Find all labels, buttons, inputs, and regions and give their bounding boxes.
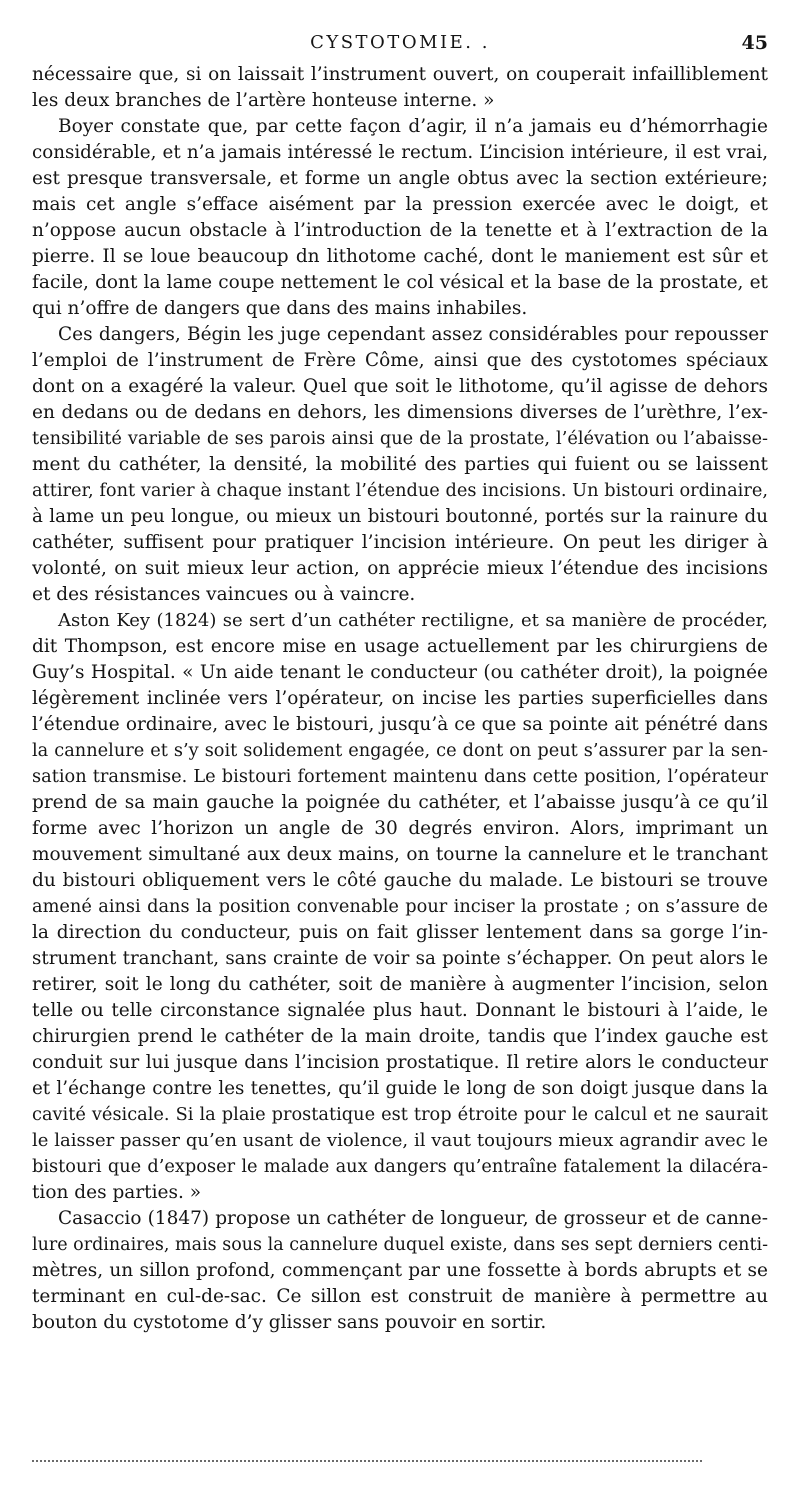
text-line: cathéter, suffisent pour pratiquer l’incision intérieure. On peut les diriger à xyxy=(32,532,768,553)
text-line: en dedans ou de dedans en dehors, les dimensions diverses de l’urèthre, l’ex- xyxy=(32,402,768,423)
footer-dotted-rule xyxy=(32,1460,702,1462)
text-line: ment du cathéter, la densité, la mobilité des parties qui fuient ou se laissent xyxy=(32,454,768,475)
text-line: terminant en cul-de-sac. Ce sillon est construit de manière à permettre au xyxy=(32,1286,768,1307)
text-line: et l’échange contre les tenettes, qu’il guide le long de son doigt jusque dans la xyxy=(32,1078,768,1099)
text-line: nécessaire que, si on laissait l’instrument ouvert, on couperait infailliblement xyxy=(32,64,768,85)
text-line: Boyer constate que, par cette façon d’agir, il n’a jamais eu d’hémorrhagie xyxy=(58,116,768,137)
text-line: l’étendue ordinaire, avec le bistouri, jusqu’à ce que sa pointe ait pénétré dans xyxy=(32,714,768,735)
text-line: Guy’s Hospital. « Un aide tenant le conducteur (ou cathéter droit), la poignée xyxy=(32,662,768,683)
text-line: lure ordinaires, mais sous la cannelure duquel existe, dans ses sept derniers centi- xyxy=(32,1235,768,1255)
text-line: mouvement simultané aux deux mains, on tourne la cannelure et le tranchant xyxy=(32,844,768,865)
text-line: l’emploi de l’instrument de Frère Côme, ainsi que des cystotomes spéciaux xyxy=(32,350,768,371)
text-line: qui n’offre de dangers que dans des mains inhabiles. xyxy=(32,298,528,319)
text-line: mais cet angle s’efface aisément par la pression exercée avec le doigt, et xyxy=(32,194,768,215)
text-line: chirurgien prend le cathéter de la main droite, tandis que l’index gauche est xyxy=(32,1026,768,1047)
text-line: à lame un peu longue, ou mieux un bistouri boutonné, portés sur la rainure du xyxy=(32,506,768,527)
page-number: 45 xyxy=(741,32,768,54)
text-line: amené ainsi dans la position convenable pour inciser la prostate ; on s’assure de xyxy=(32,897,768,917)
text-line: volonté, on suit mieux leur action, on apprécie mieux l’étendue des incisions xyxy=(32,558,768,579)
text-line: du bistouri obliquement vers le côté gauche du malade. Le bistouri se trouve xyxy=(32,870,768,891)
text-line: n’oppose aucun obstacle à l’introduction de la tenette et à l’extraction de la xyxy=(32,220,768,241)
text-line: pierre. Il se loue beaucoup dn lithotome caché, dont le maniement est sûr et xyxy=(32,246,768,267)
text-line: légèrement inclinée vers l’opérateur, on incise les parties superficielles dans xyxy=(32,688,768,709)
text-line: le laisser passer qu’en usant de violence, il vaut toujours mieux agrandir avec le xyxy=(32,1130,768,1151)
text-line: la cannelure et s’y soit solidement engagée, ce dont on peut s’assurer par la sen- xyxy=(32,741,768,761)
text-line: sation transmise. Le bistouri fortement maintenu dans cette position, l’opérateur xyxy=(32,767,768,787)
text-line: dont on a exagéré la valeur. Quel que soit le lithotome, qu’il agisse de dehors xyxy=(32,376,768,397)
text-line: Ces dangers, Bégin les juge cependant assez considérables pour repousser xyxy=(58,324,768,345)
text-line: facile, dont la lame coupe nettement le col vésical et la base de la prostate, et xyxy=(32,272,768,293)
body-text xyxy=(32,62,768,1336)
text-line: attirer, font varier à chaque instant l’étendue des incisions. Un bistouri ordinaire, xyxy=(32,481,768,501)
running-title: CYSTOTOMIE. . xyxy=(310,32,490,53)
text-line: conduit sur lui jusque dans l’incision prostatique. Il retire alors le conducteur xyxy=(32,1052,768,1073)
text-line: bistouri que d’exposer le malade aux dangers qu’entraîne fatalement la dilacéra- xyxy=(32,1157,768,1177)
text-line: forme avec l’horizon un angle de 30 degrés environ. Alors, imprimant un xyxy=(32,818,768,839)
text-line: retirer, soit le long du cathéter, soit de manière à augmenter l’incision, selon xyxy=(32,974,768,995)
text-line: considérable, et n’a jamais intéressé le rectum. L’incision intérieure, il est vrai, xyxy=(32,142,768,163)
text-line: strument tranchant, sans crainte de voir sa pointe s’échapper. On peut alors le xyxy=(32,948,768,969)
text-line: prend de sa main gauche la poignée du cathéter, et l’abaisse jusqu’à ce qu’il xyxy=(32,792,768,813)
text-line: bouton du cystotome d’y glisser sans pouvoir en sortir. xyxy=(32,1312,547,1333)
text-line: telle ou telle circonstance signalée plus haut. Donnant le bistouri à l’aide, le xyxy=(32,1000,768,1021)
text-line: tensibilité variable de ses parois ainsi que de la prostate, l’élévation ou l’abaisse- xyxy=(32,429,768,449)
text-line: cavité vésicale. Si la plaie prostatique est trop étroite pour le calcul et ne saurait xyxy=(32,1105,768,1125)
text-line: tion des parties. » xyxy=(32,1182,202,1203)
text-line: Aston Key (1824) se sert d’un cathéter rectiligne, et sa manière de procéder, xyxy=(58,610,768,631)
text-line: mètres, un sillon profond, commençant par une fossette à bords abrupts et se xyxy=(32,1260,768,1281)
text-line: et des résistances vaincues ou à vaincre. xyxy=(32,584,416,605)
text-line: est presque transversale, et forme un angle obtus avec la section extérieure; xyxy=(32,168,768,189)
running-header xyxy=(32,28,768,58)
text-line: dit Thompson, est encore mise en usage actuellement par les chirurgiens de xyxy=(32,636,768,657)
text-line: Casaccio (1847) propose un cathéter de longueur, de grosseur et de canne- xyxy=(58,1208,768,1229)
text-line: la direction du conducteur, puis on fait glisser lentement dans sa gorge l’in- xyxy=(32,922,768,943)
text-line: les deux branches de l’artère honteuse interne. » xyxy=(32,90,495,111)
